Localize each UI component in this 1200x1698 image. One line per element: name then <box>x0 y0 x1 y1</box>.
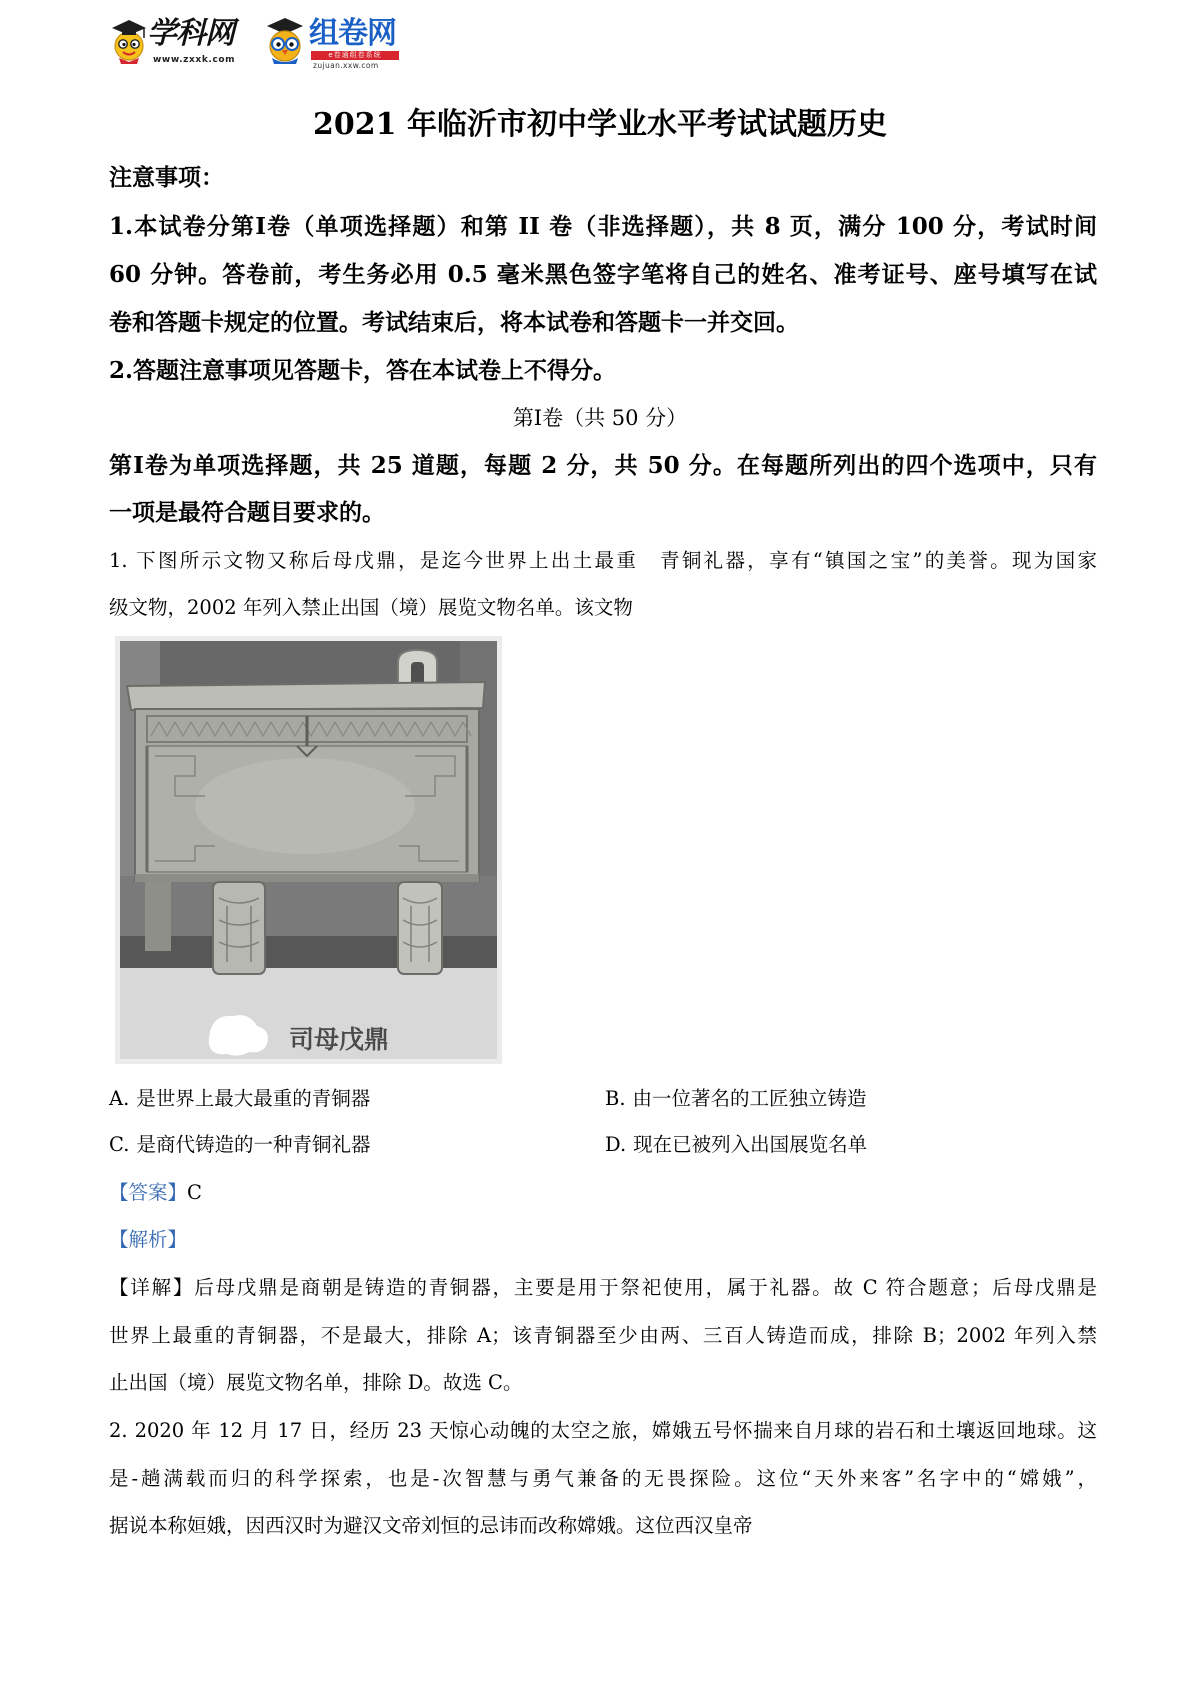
ding-back-leg <box>145 871 171 951</box>
question-stem-line: 级文物，2002 年列入禁止出国（境）展览文物名单。该文物 <box>109 596 633 619</box>
ding-panel-highlight <box>195 758 415 854</box>
zujuanwang-logo-tagline: e卷通组卷系统 <box>311 51 399 60</box>
ding-leg-right <box>398 882 442 974</box>
question-stem-line: 2. 2020 年 12 月 17 日，经历 23 天惊心动魄的太空之旅，嫦娥五号怀揣来自月球的岩石和土壤返回地球。这 <box>109 1419 1097 1442</box>
notice-line: 卷和答题卡规定的位置。考试结束后，将本试卷和答题卡一并交回。 <box>109 309 799 336</box>
option-label: D. <box>605 1133 627 1156</box>
question-stem-line: 据说本称姮娥，因西汉时为避汉文帝刘恒的忌讳而改称嫦娥。这位西汉皇帝 <box>109 1514 753 1537</box>
zujuanwang-logo-url: zujuan.xxw.com <box>313 61 379 70</box>
question-stem-line: 1. 下图所示文物又称后母戊鼎，是迄今世界上出土最重 青铜礼器，享有“镇国之宝”的美誉。现为国家 <box>109 549 1097 572</box>
page-title: 2021 年临沂市初中学业水平考试试题历史 <box>313 107 887 142</box>
zujuanwang-logo-text: 组卷网 <box>309 16 396 51</box>
option-label: B. <box>605 1087 626 1110</box>
question-stem-line: 是-趟满载而归的科学探索，也是-次智慧与勇气兼备的无畏探险。这位“天外来客”名字中的“嫦娥”， <box>109 1467 1097 1490</box>
option-label: C. <box>109 1133 130 1156</box>
option-text: 是商代铸造的一种青铜礼器 <box>136 1133 371 1156</box>
section-instructions-line: 一项是最符合题目要求的。 <box>109 499 385 526</box>
notice-line: 60 分钟。答卷前，考生务必用 0.5 毫米黑色签字笔将自己的姓名、准考证号、座号填写在试 <box>109 261 1097 288</box>
option-text: 现在已被列入出国展览名单 <box>633 1133 868 1156</box>
option-b <box>605 1075 867 1123</box>
notice-heading: 注意事项： <box>109 164 224 191</box>
option-c <box>109 1121 370 1169</box>
explanation-line: 【详解】后母戊鼎是商朝是铸造的青铜器，主要是用于祭祀使用，属于礼器。故 C 符合题意；后母戊鼎是 <box>109 1276 1097 1299</box>
ding-rim <box>127 682 485 710</box>
section-instructions-line: 第Ⅰ卷为单项选择题，共 25 道题，每题 2 分，共 50 分。在每题所列出的四个选项中，只有 <box>109 452 1097 479</box>
notice-line: 2.答题注意事项见答题卡，答在本试卷上不得分。 <box>109 357 617 384</box>
option-text: 由一位著名的工匠独立铸造 <box>632 1087 867 1110</box>
answer-label: 【答案】 <box>109 1181 188 1204</box>
option-label: A. <box>109 1087 130 1110</box>
analysis-line <box>109 1216 187 1264</box>
ding-leg-left <box>213 882 265 974</box>
answer-line <box>109 1169 202 1217</box>
option-a <box>109 1075 370 1123</box>
explanation-line: 世界上最重的青铜器，不是最大，排除 A；该青铜器至少由两、三百人铸造而成，排除 B；2002 年列入禁 <box>109 1324 1097 1347</box>
bronze-ding-photo <box>115 636 502 1064</box>
answer-value: C <box>187 1181 202 1204</box>
analysis-label: 【解析】 <box>109 1228 188 1251</box>
xuekewang-logo-text: 学科网 <box>147 16 234 51</box>
xuekewang-logo-url: www.zxxk.com <box>153 55 236 65</box>
photo-caption: 司母戊鼎 <box>289 1025 390 1054</box>
ding-body-bottom <box>135 874 479 882</box>
notice-line: 1.本试卷分第Ⅰ卷（单项选择题）和第 II 卷（非选择题），共 8 页，满分 100 分，考试时间 <box>109 213 1097 240</box>
section-heading: 第Ⅰ卷（共 50 分） <box>512 406 688 430</box>
graduate-mascot-icon <box>109 16 149 66</box>
option-text: 是世界上最大最重的青铜器 <box>136 1087 371 1110</box>
owl-mascot-icon <box>262 14 308 66</box>
option-d <box>605 1121 867 1169</box>
explanation-line: 止出国（境）展览文物名单，排除 D。故选 C。 <box>109 1371 523 1394</box>
